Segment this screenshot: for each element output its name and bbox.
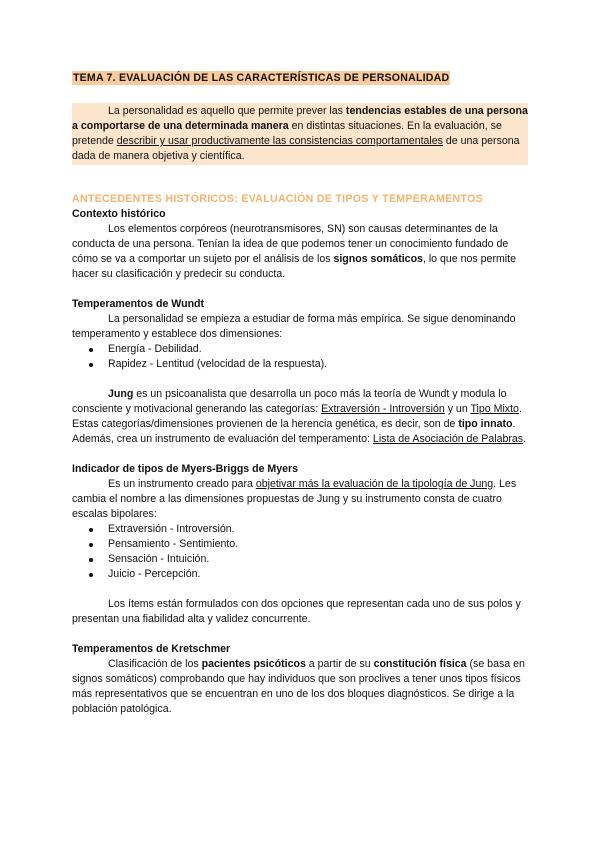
wundt-heading: Temperamentos de Wundt	[72, 298, 205, 310]
kretschmer-heading: Temperamentos de Kretschmer	[72, 643, 231, 655]
document-content	[72, 71, 528, 717]
intro-paragraph: La personalidad es aquello que permite prever las tendencias estables de una persona a comportarse de una determinada manera en distintas situaciones. En la evaluación, se pretende describir y usar productivamente las consistencias comportamentales de una persona dada de manera objetiva y científica.	[72, 105, 528, 162]
myers-closing-paragraph: Los ítems están formulados con dos opciones que representan cada uno de sus polos y presentan una fiabilidad alta y validez concurrente.	[72, 598, 521, 625]
wundt-paragraph: La personalidad se empieza a estudiar de forma más empírica. Se sigue denominando temperamento y establece dos dimensiones:	[72, 313, 516, 340]
contexto-heading: Contexto histórico	[72, 208, 166, 220]
myers-heading: Indicador de tipos de Myers-Briggs de Myers	[72, 463, 299, 475]
list-item: Energía - Debilidad.	[108, 342, 528, 357]
section-heading: ANTECEDENTES HISTÓRICOS: EVALUACIÓN DE TIPOS Y TEMPERAMENTOS	[72, 193, 483, 205]
list-item: Sensación - Intuición.	[108, 552, 528, 567]
contexto-paragraph: Los elementos corpóreos (neurotransmisores, SN) son causas determinantes de la conducta de una persona. Tenían la idea de que podemos tener un conocimiento fundado de cómo se va a comportar un sujeto por el análisis de los signos somáticos, lo que nos permite hacer su clasificación y predecir su conducta.	[72, 223, 516, 280]
page-title: TEMA 7. EVALUACIÓN DE LAS CARACTERÍSTICAS DE PERSONALIDAD	[73, 72, 450, 84]
list-item: Juicio - Percepción.	[108, 567, 528, 582]
intro-highlight	[72, 103, 528, 165]
myers-paragraph: Es un instrumento creado para objetivar más la evaluación de la tipología de Jung. Les cambia el nombre a las dimensiones propuestas de Jung y su instrumento consta de cuatro escalas bipolares:	[72, 478, 517, 520]
myers-list	[72, 522, 528, 582]
list-item: Rapidez - Lentitud (velocidad de la respuesta).	[108, 357, 528, 372]
jung-paragraph: Jung es un psicoanalista que desarrolla un poco más la teoría de Wundt y modula lo consciente y motivacional generando las categorías: Extraversión - Introversión y un Tipo Mixto. Estas categorías/dimensiones provienen de la herencia genética, es decir, son de tipo innato. Además, crea un instrumento de evaluación del temperamento: Lista de Asociación de Palabras.	[72, 388, 527, 445]
wundt-list	[72, 342, 528, 372]
list-item: Extraversión - Introversión.	[108, 522, 528, 537]
kretschmer-paragraph: Clasificación de los pacientes psicóticos a partir de su constitución física (se basa en signos somáticos) comprobando que hay individuos que son proclives a tener unos tipos físicos más representativos que se encuentran en uno de los dos bloques diagnósticos. Se dirige a la población patológica.	[72, 658, 525, 715]
list-item: Pensamiento - Sentimiento.	[108, 537, 528, 552]
